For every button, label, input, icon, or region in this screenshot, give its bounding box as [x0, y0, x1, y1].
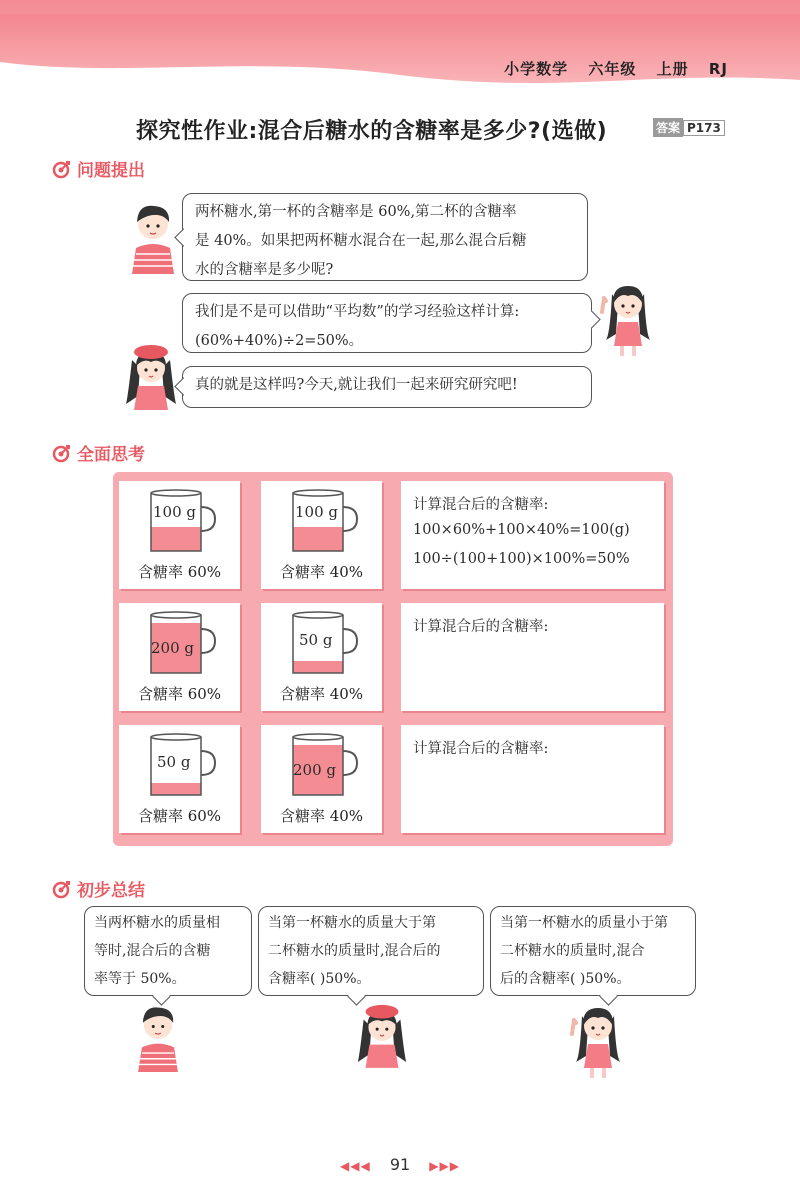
- book-info: [490, 58, 728, 79]
- bubble-line: 我们是不是可以借助“平均数”的学习经验这样计算:: [195, 304, 520, 320]
- calc-line: 100÷(100+100)×100%=50%: [413, 551, 630, 567]
- girl-with-finger-illustration: [566, 996, 630, 1078]
- target-icon: [52, 443, 72, 463]
- summary-less-bubble: [490, 906, 696, 996]
- girl-suggestion-bubble: [182, 293, 592, 353]
- bubble-line: 水的含糖率是多少呢?: [195, 262, 334, 278]
- section-problem-label: 问题提出: [77, 161, 145, 181]
- cup-cell: [119, 481, 240, 589]
- bubble-line: 二杯糖水的质量时,混合后的: [268, 943, 441, 959]
- cup-cell: [119, 725, 240, 833]
- girl-encourage-bubble: [182, 366, 592, 408]
- girl-with-finger-illustration: [596, 274, 660, 356]
- bubble-line: (60%+40%)÷2=50%。: [195, 333, 364, 349]
- girl-with-hat-illustration: [352, 998, 412, 1068]
- subject: 小学数学: [504, 60, 569, 78]
- cup-mass: 50 g: [157, 753, 191, 771]
- cup-icon: [289, 489, 359, 555]
- cup-mass: 200 g: [151, 639, 195, 657]
- target-icon: [52, 159, 72, 179]
- answer-label: 答案: [653, 118, 683, 137]
- bubble-line: 当第一杯糖水的质量小于第: [500, 915, 668, 931]
- cup-cell: [261, 725, 382, 833]
- right-arrows-icon: ▶▶▶: [429, 1159, 460, 1173]
- calc-title: 计算混合后的含糖率:: [413, 497, 549, 513]
- header-band: [0, 0, 800, 95]
- bubble-line: 率等于 50%。: [94, 971, 186, 987]
- calc-cell: [401, 603, 664, 711]
- bubble-line: 两杯糖水,第一杯的含糖率是 60%,第二杯的含糖率: [195, 204, 517, 220]
- section-thinking-label: 全面思考: [77, 445, 145, 465]
- bubble-line: 当第一杯糖水的质量大于第: [268, 915, 436, 931]
- cup-mass: 50 g: [299, 631, 333, 649]
- grade: 六年级: [588, 60, 637, 78]
- cup-cell: [261, 603, 382, 711]
- boy-illustration: [132, 1000, 184, 1072]
- cup-rate: 含糖率 60%: [137, 685, 222, 703]
- edition: RJ: [708, 60, 728, 78]
- cup-mass: 100 g: [295, 503, 339, 521]
- cup-cell: [261, 481, 382, 589]
- answer-reference: [653, 118, 725, 137]
- bubble-line: 当两杯糖水的质量相: [94, 915, 220, 931]
- section-thinking: [52, 440, 145, 465]
- summary-equal-bubble: [84, 906, 252, 996]
- girl-with-hat-illustration: [120, 338, 182, 410]
- bubble-line: 后的含糖率( )50%。: [500, 971, 631, 987]
- cup-mass: 200 g: [293, 761, 337, 779]
- page-footer: [0, 1155, 800, 1174]
- bubble-line: 二杯糖水的质量时,混合: [500, 943, 645, 959]
- calc-line: 100×60%+100×40%=100(g): [413, 522, 630, 538]
- page-number: 91: [389, 1155, 411, 1174]
- section-summary-label: 初步总结: [77, 881, 145, 901]
- bubble-line: 含糖率( )50%。: [268, 971, 371, 987]
- cup-mass: 100 g: [153, 503, 197, 521]
- answer-page: P173: [683, 120, 725, 136]
- cup-rate: 含糖率 60%: [137, 807, 222, 825]
- target-icon: [52, 879, 72, 899]
- section-problem: [52, 156, 145, 181]
- boy-illustration: [126, 198, 180, 274]
- bubble-line: 是 40%。如果把两杯糖水混合在一起,那么混合后糖: [195, 233, 527, 249]
- bubble-line: 真的就是这样吗?今天,就让我们一起来研究研究吧!: [195, 377, 518, 393]
- calc-cell: [401, 725, 664, 833]
- volume: 上册: [656, 60, 689, 78]
- boy-question-bubble: [182, 193, 588, 281]
- calc-title: 计算混合后的含糖率:: [413, 741, 549, 757]
- calc-title: 计算混合后的含糖率:: [413, 619, 549, 635]
- cup-cell: [119, 603, 240, 711]
- cup-rate: 含糖率 40%: [279, 685, 364, 703]
- cup-rate: 含糖率 40%: [279, 563, 364, 581]
- cup-rate: 含糖率 60%: [137, 563, 222, 581]
- calc-cell: [401, 481, 664, 589]
- left-arrows-icon: ◀◀◀: [340, 1159, 371, 1173]
- page-title: 探究性作业:混合后糖水的含糖率是多少?(选做): [136, 119, 608, 144]
- bubble-line: 等时,混合后的含糖: [94, 943, 211, 959]
- cup-rate: 含糖率 40%: [279, 807, 364, 825]
- cup-icon: [147, 489, 217, 555]
- summary-greater-bubble: [258, 906, 484, 996]
- section-summary: [52, 876, 145, 901]
